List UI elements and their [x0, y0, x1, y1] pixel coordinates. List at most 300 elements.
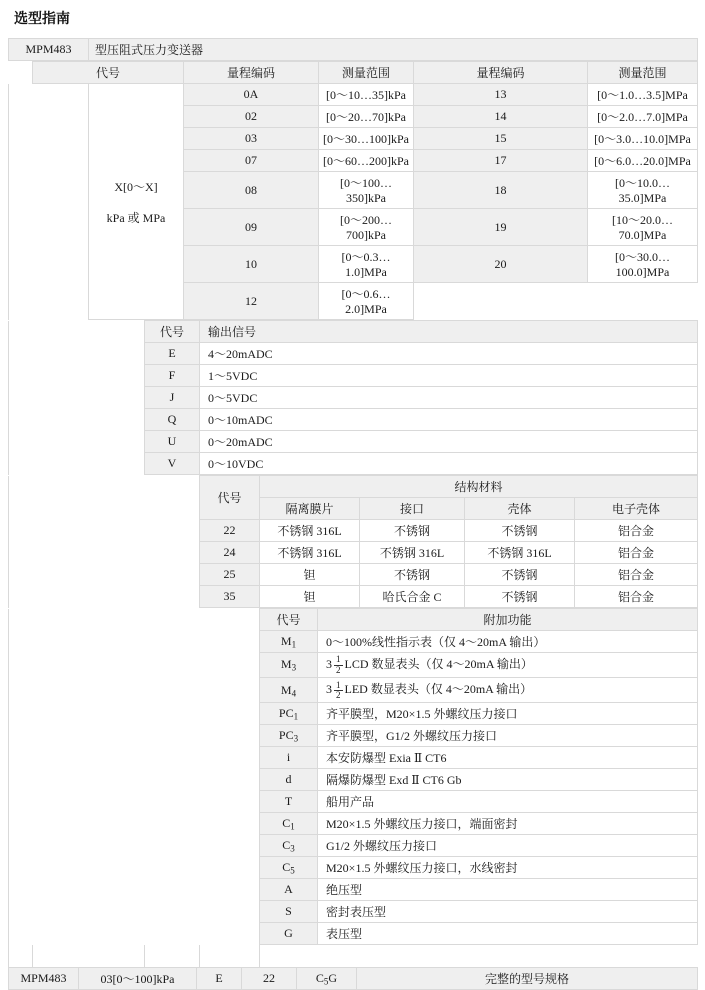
function-desc: 船用产品 [318, 791, 698, 813]
summary-material: 22 [242, 968, 297, 990]
spacer-cell [9, 769, 33, 791]
output-signal: 0～5VDC [200, 387, 698, 409]
table-row [9, 520, 698, 542]
range-header-range-1: 测量范围 [319, 62, 414, 84]
spacer-cell [9, 653, 33, 678]
function-code [260, 835, 318, 857]
table-row [9, 945, 698, 967]
spacer-cell [9, 321, 33, 343]
range-code-1: 10 [184, 246, 319, 283]
material-table [8, 475, 698, 608]
spacer-cell [9, 703, 33, 725]
range-value-2: [0～2.0…7.0]MPa [588, 106, 698, 128]
material-electronics: 铝合金 [575, 542, 698, 564]
output-signal: 0～10VDC [200, 453, 698, 475]
function-code [260, 653, 318, 678]
summary-table [8, 967, 698, 990]
range-code-line1: X[0～X] [114, 179, 158, 194]
spacer-cell [33, 945, 145, 967]
spacer-cell [200, 678, 260, 703]
spacer-cell [9, 283, 33, 320]
spacer-cell [9, 945, 33, 967]
spacer-cell [200, 813, 260, 835]
material-header-electronics: 电子壳体 [575, 498, 698, 520]
table-row [9, 453, 698, 475]
table-row [9, 747, 698, 769]
summary-output: E [197, 968, 242, 990]
spacer-cell [9, 520, 33, 542]
spacer-cell [9, 923, 33, 945]
function-code [260, 901, 318, 923]
range-code-1: 02 [184, 106, 319, 128]
function-code-base: PC [278, 706, 294, 721]
range-value-1: [0～20…70]kPa [319, 106, 414, 128]
spacer-cell [145, 879, 200, 901]
summary-table-wrap [8, 967, 697, 990]
range-code-1: 0A [184, 84, 319, 106]
spacer-cell [145, 564, 200, 586]
spacer-cell [145, 835, 200, 857]
output-code: F [145, 365, 200, 387]
spacer-cell [200, 879, 260, 901]
range-code-1: 03 [184, 128, 319, 150]
spacer-cell [145, 769, 200, 791]
spacer-cell [33, 365, 145, 387]
summary-function [297, 968, 357, 990]
spacer-cell [200, 791, 260, 813]
spacer-cell [9, 813, 33, 835]
spacer-cell [33, 791, 145, 813]
table-row [9, 542, 698, 564]
table-row [9, 857, 698, 879]
summary-label: 完整的型号规格 [357, 968, 698, 990]
spacer-cell [200, 631, 260, 653]
spacer-cell [33, 901, 145, 923]
spacer-cell [200, 703, 260, 725]
spacer-cell [33, 564, 145, 586]
spacer-cell [33, 653, 145, 678]
range-header-code: 代号 [33, 62, 184, 84]
range-table [8, 61, 698, 320]
table-row [9, 387, 698, 409]
spacer-cell [9, 586, 33, 608]
material-diaphragm: 钽 [260, 586, 360, 608]
spacer-cell [33, 431, 145, 453]
spacer-cell [9, 453, 33, 475]
spacer-cell [33, 631, 145, 653]
table-row [9, 901, 698, 923]
function-desc: 密封表压型 [318, 901, 698, 923]
range-code-1: 08 [184, 172, 319, 209]
page-title: 选型指南 [14, 10, 70, 26]
spacer-cell [9, 725, 33, 747]
spacer-cell [33, 678, 145, 703]
spacer-cell [33, 209, 89, 246]
output-code: Q [145, 409, 200, 431]
fraction-numerator: 1 [336, 654, 341, 665]
spacer-cell [9, 857, 33, 879]
spacer-cell [33, 879, 145, 901]
spacer-cell [145, 498, 200, 520]
table-row [9, 653, 698, 678]
spacer-cell [9, 62, 33, 84]
spacer-cell [145, 901, 200, 923]
spacer-cell [33, 835, 145, 857]
output-header-code: 代号 [145, 321, 200, 343]
spacer-cell [33, 498, 145, 520]
material-interface: 不锈钢 316L [360, 542, 465, 564]
range-value-2 [588, 283, 698, 320]
range-code-2 [414, 283, 588, 320]
table-row [9, 476, 698, 498]
function-desc: 隔爆防爆型 Exd Ⅱ CT6 Gb [318, 769, 698, 791]
output-signal: 0～20mADC [200, 431, 698, 453]
table-row [9, 678, 698, 703]
function-code-sub: 1 [293, 711, 299, 722]
spacer-cell [9, 106, 33, 128]
function-code-base: M [280, 682, 292, 697]
material-header-code: 代号 [200, 476, 260, 520]
spacer-cell [200, 769, 260, 791]
spacer-cell [9, 879, 33, 901]
spacer-cell [318, 945, 698, 967]
table-row [9, 431, 698, 453]
range-header-range-2: 测量范围 [588, 62, 698, 84]
material-code: 22 [200, 520, 260, 542]
range-value-2: [0～3.0…10.0]MPa [588, 128, 698, 150]
spacer-cell [200, 923, 260, 945]
spacer-cell [9, 835, 33, 857]
header-table-wrap [8, 38, 697, 61]
spacer-cell [33, 84, 89, 106]
function-code [260, 769, 318, 791]
range-code-2: 18 [414, 172, 588, 209]
output-code: J [145, 387, 200, 409]
range-code-2: 20 [414, 246, 588, 283]
table-row [9, 923, 698, 945]
table-row [9, 39, 698, 61]
output-table-wrap [8, 320, 697, 475]
spacer-cell [200, 857, 260, 879]
spacer-cell [33, 453, 145, 475]
spacer-cell [33, 769, 145, 791]
fraction-denominator: 2 [336, 689, 341, 700]
material-electronics: 铝合金 [575, 564, 698, 586]
range-code-1: 12 [184, 283, 319, 320]
material-interface: 哈氏合金 C [360, 586, 465, 608]
connector-table [8, 945, 698, 967]
table-row [9, 725, 698, 747]
material-diaphragm: 不锈钢 316L [260, 542, 360, 564]
range-value-1: [0～200…700]kPa [319, 209, 414, 246]
function-code [260, 747, 318, 769]
function-desc: 本安防爆型 Exia Ⅱ CT6 [318, 747, 698, 769]
model-code-cell: MPM483 [9, 39, 89, 61]
material-code: 24 [200, 542, 260, 564]
spacer-cell [9, 901, 33, 923]
output-signal: 1～5VDC [200, 365, 698, 387]
fraction [334, 681, 343, 701]
spacer-cell [9, 150, 33, 172]
range-value-1: [0～0.3…1.0]MPa [319, 246, 414, 283]
spacer-cell [9, 631, 33, 653]
summary-function-suffix: G [328, 971, 338, 986]
spacer-cell [33, 321, 145, 343]
range-code-2: 15 [414, 128, 588, 150]
function-header-code: 代号 [260, 609, 318, 631]
material-diaphragm: 不锈钢 316L [260, 520, 360, 542]
function-code-base: T [284, 794, 293, 809]
model-description-cell: 型压阻式压力变送器 [89, 39, 698, 61]
summary-model: MPM483 [9, 968, 79, 990]
spacer-cell [33, 703, 145, 725]
material-header-diaphragm: 隔离膜片 [260, 498, 360, 520]
function-code-base: C [282, 838, 291, 853]
fraction-denominator: 2 [336, 664, 341, 675]
table-row [9, 769, 698, 791]
function-code [260, 791, 318, 813]
material-diaphragm: 钽 [260, 564, 360, 586]
range-value-1: [0～60…200]kPa [319, 150, 414, 172]
table-row [9, 879, 698, 901]
function-desc-pre: 3 [326, 657, 332, 671]
spacer-cell [33, 542, 145, 564]
spacer-cell [145, 945, 200, 967]
summary-function-sub: 5 [323, 976, 329, 987]
range-value-1: [0～0.6…2.0]MPa [319, 283, 414, 320]
spacer-cell [260, 945, 318, 967]
output-code: U [145, 431, 200, 453]
spacer-cell [145, 586, 200, 608]
function-desc: 表压型 [318, 923, 698, 945]
table-row [9, 609, 698, 631]
table-row [9, 564, 698, 586]
spacer-cell [145, 631, 200, 653]
spacer-cell [9, 387, 33, 409]
spacer-cell [145, 678, 200, 703]
function-code-base: PC [278, 728, 294, 743]
function-desc-pre: 3 [326, 682, 332, 697]
table-row [9, 631, 698, 653]
function-desc: 绝压型 [318, 879, 698, 901]
range-value-1: [0～30…100]kPa [319, 128, 414, 150]
spacer-cell [33, 106, 89, 128]
range-code-1: 09 [184, 209, 319, 246]
material-housing: 不锈钢 [465, 586, 575, 608]
function-code-base: i [286, 750, 291, 765]
function-code-sub: 1 [290, 821, 295, 832]
table-row [9, 703, 698, 725]
range-value-2: [0～30.0…100.0]MPa [588, 246, 698, 283]
spacer-cell [33, 128, 89, 150]
material-housing: 不锈钢 [465, 564, 575, 586]
spacer-cell [200, 609, 260, 631]
spacer-cell [9, 172, 33, 209]
spacer-cell [200, 835, 260, 857]
spacer-cell [33, 520, 145, 542]
spacer-cell [9, 365, 33, 387]
spacer-cell [33, 476, 145, 498]
function-code-sub: 4 [291, 687, 297, 698]
function-code [260, 813, 318, 835]
function-desc: 0～100%线性指示表（仅 4～20mA 输出） [318, 631, 698, 653]
output-signal: 4～20mADC [200, 343, 698, 365]
spacer-cell [33, 747, 145, 769]
spacer-cell [33, 283, 89, 320]
spacer-cell [145, 542, 200, 564]
material-interface: 不锈钢 [360, 564, 465, 586]
output-table [8, 320, 698, 475]
spacer-cell [9, 564, 33, 586]
range-code-2: 19 [414, 209, 588, 246]
function-desc: G1/2 外螺纹压力接口 [318, 835, 698, 857]
spacer-cell [145, 609, 200, 631]
range-code-label [89, 84, 184, 320]
function-code [260, 857, 318, 879]
spacer-cell [9, 343, 33, 365]
spacer-cell [33, 813, 145, 835]
table-row [9, 409, 698, 431]
output-code: V [145, 453, 200, 475]
spacer-cell [145, 653, 200, 678]
spacer-cell [9, 678, 33, 703]
range-code-line2: kPa 或 MPa [106, 210, 166, 225]
spacer-cell [9, 791, 33, 813]
spacer-cell [9, 84, 33, 106]
spacer-cell [33, 246, 89, 283]
spacer-cell [145, 923, 200, 945]
spacer-cell [33, 150, 89, 172]
material-header-group: 结构材料 [260, 476, 698, 498]
range-table-wrap [8, 61, 697, 320]
table-row [9, 62, 698, 84]
function-code-base: d [285, 772, 292, 787]
function-code-sub: 1 [291, 639, 297, 650]
range-value-1: [0～10…35]kPa [319, 84, 414, 106]
function-code-base: A [284, 882, 293, 897]
range-code-2: 13 [414, 84, 588, 106]
range-header-code-2: 量程编码 [414, 62, 588, 84]
material-table-wrap [8, 475, 697, 608]
connector-wrap [8, 945, 697, 967]
spacer-cell [33, 609, 145, 631]
output-header-signal: 输出信号 [200, 321, 698, 343]
table-row [9, 321, 698, 343]
material-electronics: 铝合金 [575, 586, 698, 608]
table-row [9, 968, 698, 990]
function-code-sub: 3 [291, 662, 297, 673]
spacer-cell [200, 945, 260, 967]
spacer-cell [9, 246, 33, 283]
spacer-cell [200, 747, 260, 769]
spacer-cell [145, 857, 200, 879]
spacer-cell [145, 791, 200, 813]
function-code-base: S [285, 904, 292, 919]
function-code-base: M [280, 633, 292, 648]
spacer-cell [145, 520, 200, 542]
material-header-housing: 壳体 [465, 498, 575, 520]
table-row [9, 813, 698, 835]
material-header-interface: 接口 [360, 498, 465, 520]
spacer-cell [145, 703, 200, 725]
summary-function-base: C [315, 971, 324, 986]
fraction [334, 655, 343, 675]
table-row [9, 84, 698, 106]
function-table-wrap [8, 608, 697, 945]
spacer-cell [33, 387, 145, 409]
material-interface: 不锈钢 [360, 520, 465, 542]
material-housing: 不锈钢 316L [465, 542, 575, 564]
function-desc: M20×1.5 外螺纹压力接口，端面密封 [318, 813, 698, 835]
output-signal: 0～10mADC [200, 409, 698, 431]
range-value-1: [0～100…350]kPa [319, 172, 414, 209]
function-code-sub: 5 [290, 865, 295, 876]
function-desc: 齐平膜型，G1/2 外螺纹压力接口 [318, 725, 698, 747]
material-housing: 不锈钢 [465, 520, 575, 542]
range-header-code-1: 量程编码 [184, 62, 319, 84]
function-code-base: C [282, 816, 291, 831]
table-row [9, 791, 698, 813]
spacer-cell [200, 653, 260, 678]
function-code [260, 923, 318, 945]
material-code: 35 [200, 586, 260, 608]
spacer-cell [9, 542, 33, 564]
spacer-cell [9, 476, 33, 498]
selection-guide-page [0, 8, 705, 985]
header-table [8, 38, 698, 61]
table-row [9, 343, 698, 365]
function-code-base: M [280, 657, 292, 672]
function-desc: M20×1.5 外螺纹压力接口，水线密封 [318, 857, 698, 879]
range-value-2: [10～20.0…70.0]MPa [588, 209, 698, 246]
table-row [9, 365, 698, 387]
range-code-1: 07 [184, 150, 319, 172]
spacer-cell [145, 747, 200, 769]
table-row [9, 835, 698, 857]
spacer-cell [33, 857, 145, 879]
range-value-2: [0～10.0…35.0]MPa [588, 172, 698, 209]
spacer-cell [33, 725, 145, 747]
spacer-cell [33, 343, 145, 365]
function-code-base: C [282, 860, 291, 875]
function-code-sub: 3 [290, 843, 295, 854]
function-code [260, 703, 318, 725]
spacer-cell [9, 409, 33, 431]
range-code-2: 14 [414, 106, 588, 128]
spacer-cell [200, 725, 260, 747]
range-code-2: 17 [414, 150, 588, 172]
spacer-cell [9, 498, 33, 520]
spacer-cell [9, 209, 33, 246]
spacer-cell [9, 609, 33, 631]
table-row [9, 586, 698, 608]
function-code [260, 678, 318, 703]
function-desc: 齐平膜型，M20×1.5 外螺纹压力接口 [318, 703, 698, 725]
spacer-cell [33, 172, 89, 209]
function-desc [318, 653, 698, 678]
function-header-function: 附加功能 [318, 609, 698, 631]
function-code [260, 631, 318, 653]
function-desc [318, 678, 698, 703]
material-code: 25 [200, 564, 260, 586]
spacer-cell [33, 923, 145, 945]
function-code-sub: 3 [293, 733, 299, 744]
range-value-2: [0～1.0…3.5]MPa [588, 84, 698, 106]
function-code-base: G [284, 926, 293, 941]
range-value-2: [0～6.0…20.0]MPa [588, 150, 698, 172]
function-desc-post: LCD 数显表头（仅 4～20mA 输出） [344, 657, 533, 671]
output-code: E [145, 343, 200, 365]
